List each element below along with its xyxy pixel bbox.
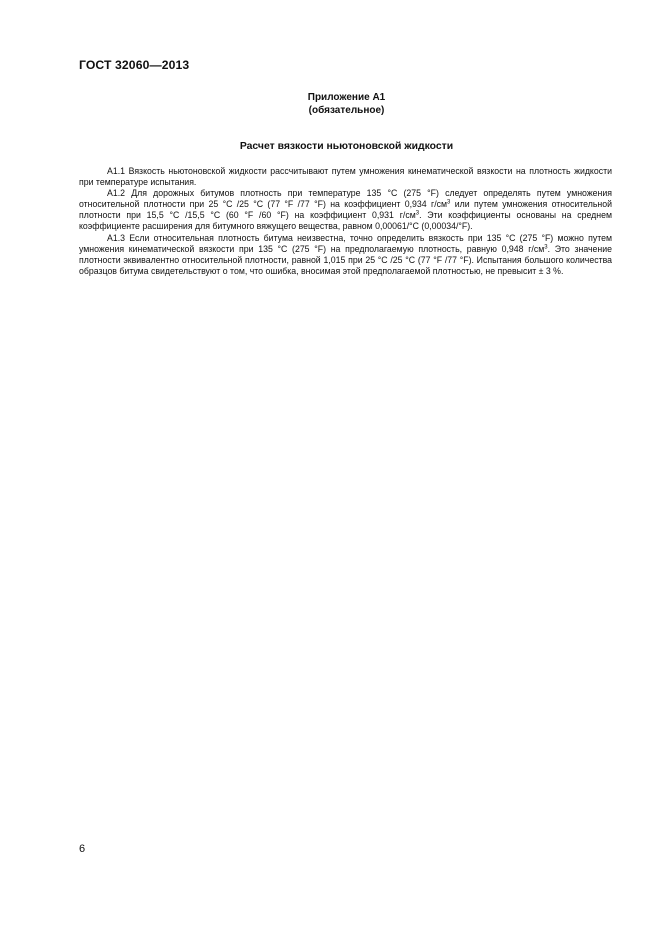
paragraph-a1-3 (79, 233, 612, 277)
section-title: Расчет вязкости ньютоновской жидкости (239, 141, 454, 152)
superscript-cube: 3 (415, 210, 420, 217)
paragraph-a1-2-text-1: А1.2 Для дорожных битумов плотность при температуре 135 °С (275 °F) следует определять путем умножения относительной плотности при 25 °С /25 °С (77 °F /77 °F) на коэффициент 0,934 г/см (79, 188, 612, 210)
paragraph-a1-2-text-3: . Эти коэффициенты основаны на среднем коэффициенте расширения для битумного вяжущего вещества, равном 0,00061/°С (0,00034/°F). (79, 210, 613, 232)
paragraph-a1-1: А1.1 Вязкость ньютоновской жидкости рассчитывают путем умножения кинематической вязкости на плотность жидкости при температуре испытания. (79, 166, 612, 188)
document-header-standard-id: ГОСТ 32060—2013 (79, 58, 190, 72)
appendix-status-note: (обязательное) (308, 105, 385, 116)
paragraph-a1-3-text-2: . Это значение плотности эквивалентно относительной плотности, равной 1,015 при 25 °С /25 °С (77 °F /77 °F). Испытания большого количества образцов битума свидетельствуют о том, что ошибка, вносимая этой предполагаемой плотностью, не превысит ± 3 %. (79, 243, 613, 276)
paragraph-a1-2 (79, 188, 612, 232)
document-body (79, 166, 612, 277)
superscript-cube: 3 (544, 244, 548, 251)
superscript-cube: 3 (447, 199, 451, 206)
appendix-title: Приложение А1 (307, 92, 386, 103)
page-number: 6 (79, 843, 86, 855)
paragraph-a1-2-text-2: или путем умножения относительной плотности при 15,5 °С /15,5 °С (60 °F /60 °F) на коэффициент 0,931 г/см (79, 199, 612, 221)
paragraph-a1-3-text-1: А1.3 Если относительная плотность битума неизвестна, точно определить вязкость при 135 °С (275 °F) можно путем умножения кинематической вязкости при 135 °С (275 °F) на предполагаемую плотность, равную 0,948 г/см (79, 232, 612, 254)
